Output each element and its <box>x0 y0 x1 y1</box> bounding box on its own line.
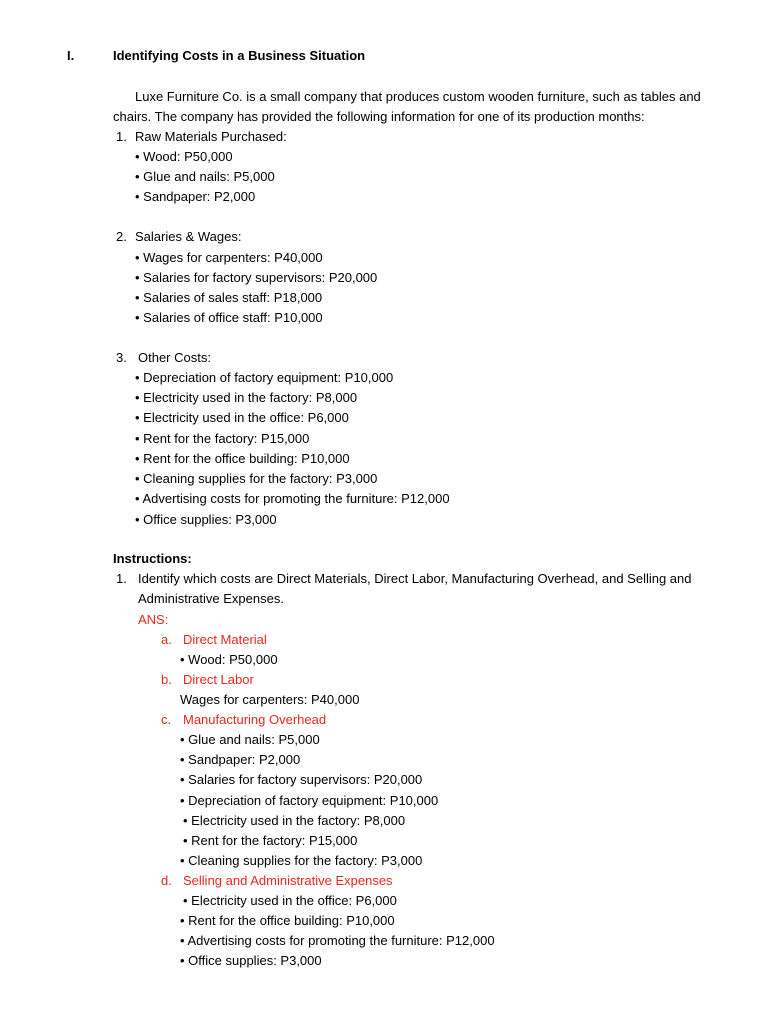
answer-a-letter: a. <box>161 632 172 647</box>
list-item: • Electricity used in the factory: P8,000 <box>135 390 358 405</box>
answer-d-title: Selling and Administrative Expenses <box>183 873 393 888</box>
intro-line-1: Luxe Furniture Co. is a small company that produces custom wooden furniture, such as tables and <box>135 89 701 104</box>
list-item: • Cleaning supplies for the factory: P3,000 <box>135 471 378 486</box>
intro-line-2: chairs. The company has provided the following information for one of its production months: <box>113 109 645 124</box>
list-item: • Salaries for factory supervisors: P20,000 <box>180 772 423 787</box>
list-item: • Salaries of sales staff: P18,000 <box>135 290 323 305</box>
list-item: • Glue and nails: P5,000 <box>135 169 275 184</box>
answer-label: ANS: <box>138 612 169 627</box>
heading-number: I. <box>67 48 75 63</box>
section-1-number: 1. <box>116 129 127 144</box>
list-item: • Rent for the office building: P10,000 <box>135 451 350 466</box>
list-item: • Sandpaper: P2,000 <box>135 189 256 204</box>
list-item: • Cleaning supplies for the factory: P3,000 <box>180 853 423 868</box>
list-item: Wages for carpenters: P40,000 <box>180 692 360 707</box>
answer-c-letter: c. <box>161 712 172 727</box>
list-item: • Wages for carpenters: P40,000 <box>135 250 323 265</box>
answer-c-title: Manufacturing Overhead <box>183 712 327 727</box>
list-item: • Office supplies: P3,000 <box>180 953 322 968</box>
list-item: • Electricity used in the office: P6,000 <box>135 410 349 425</box>
list-item: • Rent for the factory: P15,000 <box>183 833 358 848</box>
list-item: • Depreciation of factory equipment: P10,000 <box>135 370 394 385</box>
section-3-title: Other Costs: <box>138 350 211 365</box>
section-2-title: Salaries & Wages: <box>135 229 242 244</box>
instructions-label: Instructions: <box>113 551 192 566</box>
list-item: • Advertising costs for promoting the furniture: P12,000 <box>180 933 495 948</box>
list-item: • Electricity used in the office: P6,000 <box>183 893 397 908</box>
list-item: • Rent for the office building: P10,000 <box>180 913 395 928</box>
section-2-number: 2. <box>116 229 127 244</box>
list-item: • Electricity used in the factory: P8,000 <box>183 813 406 828</box>
heading-title: Identifying Costs in a Business Situation <box>113 48 366 63</box>
answer-a-title: Direct Material <box>183 632 267 647</box>
list-item: • Salaries of office staff: P10,000 <box>135 310 323 325</box>
list-item: • Rent for the factory: P15,000 <box>135 431 310 446</box>
list-item: • Salaries for factory supervisors: P20,000 <box>135 270 378 285</box>
list-item: • Office supplies: P3,000 <box>135 512 277 527</box>
section-3-number: 3. <box>116 350 127 365</box>
list-item: • Sandpaper: P2,000 <box>180 752 301 767</box>
answer-b-title: Direct Labor <box>183 672 254 687</box>
answer-d-letter: d. <box>161 873 172 888</box>
list-item: • Wood: P50,000 <box>135 149 233 164</box>
list-item: • Advertising costs for promoting the furniture: P12,000 <box>135 491 450 506</box>
answer-b-letter: b. <box>161 672 172 687</box>
instruction-line-1: Identify which costs are Direct Materials, Direct Labor, Manufacturing Overhead, and Selling and <box>138 571 692 586</box>
section-1-title: Raw Materials Purchased: <box>135 129 287 144</box>
instruction-number: 1. <box>116 571 127 586</box>
instruction-line-2: Administrative Expenses. <box>138 591 284 606</box>
list-item: • Glue and nails: P5,000 <box>180 732 320 747</box>
list-item: • Depreciation of factory equipment: P10,000 <box>180 793 439 808</box>
list-item: • Wood: P50,000 <box>180 652 278 667</box>
